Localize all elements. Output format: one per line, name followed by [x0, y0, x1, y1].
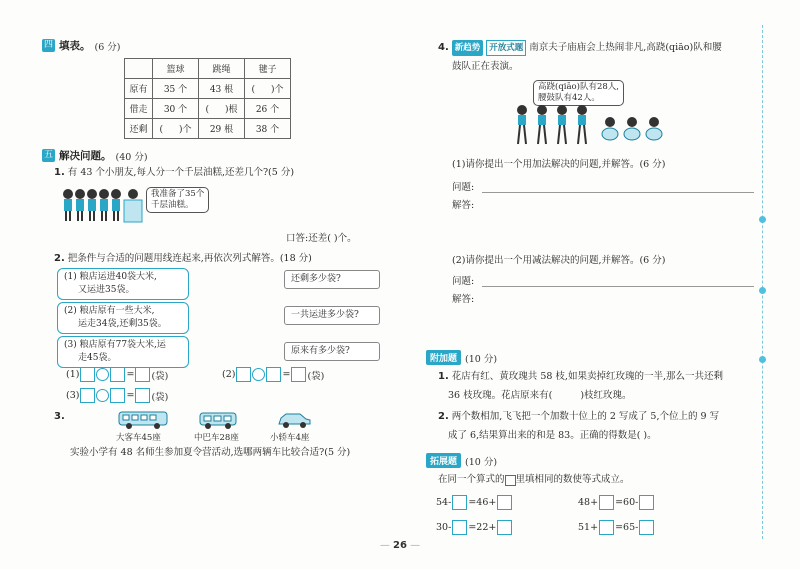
q1-text: 有 43 个小朋友,每人分一个千层油糕,还差几个?(5 分) [67, 167, 295, 178]
section-5-header [42, 148, 148, 163]
answer-box[interactable] [110, 388, 125, 403]
q4-text-line1: 南京夫子庙庙会上热闹非凡,高跷(qiāo)队和腰 [529, 42, 722, 53]
extra-q1-line2: 36 枝玫瑰。花店原来有( )枝红玫瑰。 [448, 390, 632, 401]
answer-box[interactable] [80, 367, 95, 382]
eq-row-1: (1) = (袋) [66, 369, 169, 382]
table-corner [125, 59, 153, 79]
minibus-label: 中巴车28座 [194, 433, 239, 443]
table-header: 篮球 [153, 59, 199, 79]
table-cell: 29 根 [199, 119, 245, 139]
extra-q2-line2: 成了 6,结果算出来的和是 83。正确的得数是( )。 [448, 430, 657, 441]
table-header-row [125, 59, 291, 79]
car-label: 小轿车4座 [270, 433, 310, 443]
expand-eq-2: 48+ =60- [578, 495, 654, 510]
table-cell: 35 个 [153, 79, 199, 99]
answer-box[interactable] [236, 367, 251, 382]
answer-box[interactable] [497, 520, 512, 535]
answer-box[interactable] [639, 495, 654, 510]
answer-box[interactable] [135, 367, 150, 382]
table-cell-blank[interactable]: ( )个 [153, 119, 199, 139]
q2-number: 2. [54, 253, 65, 264]
extra-q2-line1: 2. 两个数相加,飞飞把一个加数十位上的 2 写成了 5,个位上的 9 写 [438, 411, 720, 422]
q4-part2: (2)请你提出一个用减法解决的问题,并解答。(6 分) [452, 255, 666, 266]
table-row [125, 119, 291, 139]
q4-part2-answer-label: 解答: [452, 294, 475, 305]
bus-icon [118, 410, 170, 430]
expand-instruction: 在同一个算式的 里填相同的数使等式成立。 [438, 474, 630, 485]
q2-text: 把条件与合适的问题用线连起来,再依次列式解答。(18 分) [67, 253, 312, 264]
expand-eq-4: 51+ =65- [578, 520, 654, 535]
table-header: 跳绳 [199, 59, 245, 79]
extra-points: (10 分) [465, 353, 498, 365]
q4-part2-question-label: 问题: [452, 276, 475, 287]
row-label: 原有 [125, 79, 153, 99]
answer-box[interactable] [110, 367, 125, 382]
answer-box[interactable] [639, 520, 654, 535]
fill-table [124, 58, 291, 139]
answer-box[interactable] [291, 367, 306, 382]
table-cell-blank[interactable]: ( )个 [245, 79, 291, 99]
section-4-points: (6 分) [94, 41, 121, 53]
q1-number: 1. [54, 167, 65, 178]
condition-1[interactable]: (1) 粮店运进40袋大米, 又运进35袋。 [57, 268, 189, 300]
car-icon [276, 410, 312, 430]
question-option-2[interactable]: 一共运进多少袋? [284, 306, 380, 325]
extra-header [426, 350, 497, 365]
section-5-badge: 五 [43, 150, 53, 160]
margin-dot [759, 356, 766, 363]
expand-points: (10 分) [465, 456, 498, 468]
margin-dashed-line [762, 25, 763, 539]
open-question-tag: 开放式题 [486, 40, 526, 56]
table-cell: 38 个 [245, 119, 291, 139]
row-label: 还剩 [125, 119, 153, 139]
q1-speech-bubble: 我准备了35个 千层油糕。 [146, 187, 209, 213]
section-4-header [42, 38, 120, 53]
q3-number: 3. [54, 411, 65, 422]
q4-text-line2: 鼓队正在表演。 [452, 61, 519, 72]
q3-text: 实验小学有 48 名师生参加夏令营活动,选哪两辆车比较合适?(5 分) [70, 447, 351, 458]
answer-box[interactable] [497, 495, 512, 510]
q1-answer: 口答:还差( )个。 [286, 233, 357, 244]
operator-circle[interactable] [96, 389, 109, 402]
table-header: 毽子 [245, 59, 291, 79]
answer-box[interactable] [599, 495, 614, 510]
table-cell-blank[interactable]: ( )根 [199, 99, 245, 119]
section-5-title: 解决问题。 [59, 150, 112, 162]
table-cell: 43 根 [199, 79, 245, 99]
margin-dot [759, 287, 766, 294]
expand-eq-1: 54- =46+ [436, 495, 512, 510]
answer-box[interactable] [80, 388, 95, 403]
q4-part1-question-label: 问题: [452, 182, 475, 193]
section-4-title: 填表。 [59, 40, 91, 52]
section-4-badge: 四 [43, 40, 53, 50]
square-symbol-icon [505, 475, 516, 486]
q4-part1-answer-label: 解答: [452, 200, 475, 211]
q4-number: 4. [438, 42, 449, 53]
answer-box[interactable] [135, 388, 150, 403]
expand-eq-3: 30- =22+ [436, 520, 512, 535]
condition-3[interactable]: (3) 粮店原有77袋大米,运 走45袋。 [57, 336, 189, 368]
question-option-3[interactable]: 原来有多少袋? [284, 342, 380, 361]
children-illustration [62, 188, 144, 224]
section-5-points: (40 分) [115, 151, 148, 163]
table-row [125, 99, 291, 119]
eq-row-3: (3) = (袋) [66, 390, 169, 403]
q4-part2-question-line[interactable] [482, 286, 754, 287]
q1-text-row [54, 166, 294, 180]
new-trend-tag: 新趋势 [452, 40, 484, 56]
answer-box[interactable] [452, 495, 467, 510]
q4-part1-question-line[interactable] [482, 192, 754, 193]
table-cell: 30 个 [153, 99, 199, 119]
answer-box[interactable] [266, 367, 281, 382]
bus-label: 大客车45座 [116, 433, 161, 443]
operator-circle[interactable] [96, 368, 109, 381]
q2-text-row [54, 252, 312, 266]
extra-tag: 附加题 [426, 350, 461, 365]
q4-header [438, 40, 722, 56]
extra-q1-line1: 1. 花店有红、黄玫瑰共 58 枝,如果卖掉红玫瑰的一半,那么一共还剩 [438, 371, 723, 382]
q4-speech-bubble: 高跷(qiāo)队有28人, 腰鼓队有42人。 [533, 80, 624, 106]
condition-2[interactable]: (2) 粮店原有一些大米, 运走34袋,还剩35袋。 [57, 302, 189, 334]
expand-header [426, 453, 497, 468]
table-row [125, 79, 291, 99]
operator-circle[interactable] [252, 368, 265, 381]
performers-illustration [510, 104, 670, 146]
minibus-icon [199, 410, 239, 430]
q4-part1: (1)请你提出一个用加法解决的问题,并解答。(6 分) [452, 159, 666, 170]
page-number: — 26 — [379, 540, 421, 551]
margin-dot [759, 216, 766, 223]
row-label: 借走 [125, 99, 153, 119]
question-option-1[interactable]: 还剩多少袋? [284, 270, 380, 289]
answer-box[interactable] [599, 520, 614, 535]
eq-row-2: (2) = (袋) [222, 369, 325, 382]
expand-tag: 拓展题 [426, 453, 461, 468]
table-cell: 26 个 [245, 99, 291, 119]
answer-box[interactable] [452, 520, 467, 535]
